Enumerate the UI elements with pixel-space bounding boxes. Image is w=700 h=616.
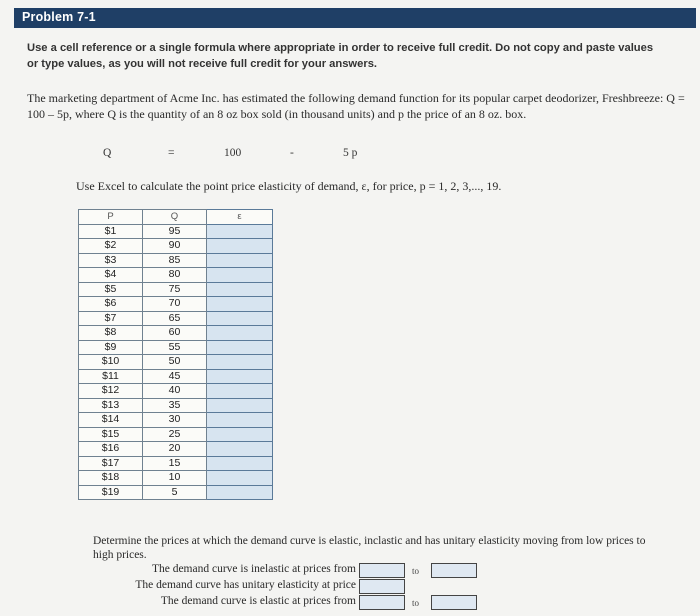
equation-term: 5 p [343,147,358,159]
elasticity-input-cell[interactable] [207,471,273,486]
inelastic-label: The demand curve is inelastic at prices from [151,563,356,575]
quantity-cell: 75 [143,282,207,297]
price-cell: $11 [79,369,143,384]
elastic-to-input[interactable] [431,595,477,610]
elasticity-input-cell[interactable] [207,427,273,442]
price-cell: $6 [79,297,143,312]
elasticity-input-cell[interactable] [207,224,273,239]
quantity-cell: 60 [143,326,207,341]
quantity-cell: 5 [143,485,207,500]
equation-minus: - [290,147,294,159]
table-row [79,471,273,486]
quantity-cell: 10 [143,471,207,486]
elasticity-input-cell[interactable] [207,282,273,297]
quantity-cell: 25 [143,427,207,442]
elasticity-input-cell[interactable] [207,369,273,384]
quantity-cell: 80 [143,268,207,283]
table-row [79,340,273,355]
elasticity-table [78,209,273,500]
elastic-to-label: to [412,598,420,608]
quantity-cell: 40 [143,384,207,399]
elasticity-input-cell[interactable] [207,413,273,428]
quantity-cell: 50 [143,355,207,370]
table-header-row [79,210,273,225]
elasticity-input-cell[interactable] [207,456,273,471]
elasticity-input-cell[interactable] [207,239,273,254]
price-cell: $12 [79,384,143,399]
elasticity-input-cell[interactable] [207,442,273,457]
problem-header [14,8,696,28]
price-cell: $16 [79,442,143,457]
elastic-label: The demand curve is elastic at prices from [160,595,356,607]
header-p: P [79,210,143,225]
price-cell: $13 [79,398,143,413]
quantity-cell: 35 [143,398,207,413]
price-cell: $9 [79,340,143,355]
table-row [79,253,273,268]
elasticity-input-cell[interactable] [207,311,273,326]
table-row [79,442,273,457]
table-row [79,239,273,254]
price-cell: $10 [79,355,143,370]
quantity-cell: 30 [143,413,207,428]
equation-q: Q [103,147,112,159]
table-row [79,369,273,384]
elasticity-input-cell[interactable] [207,326,273,341]
elasticity-input-cell[interactable] [207,253,273,268]
unitary-label: The demand curve has unitary elasticity at price [135,579,356,591]
quantity-cell: 55 [143,340,207,355]
table-row [79,413,273,428]
table-row [79,326,273,341]
quantity-cell: 90 [143,239,207,254]
task-text: Use Excel to calculate the point price elasticity of demand, ε, for price, p = 1, 2, 3,..., 19. [76,179,502,193]
equation-equals: = [168,147,175,159]
inelastic-to-label: to [412,566,420,576]
price-cell: $8 [79,326,143,341]
table-row [79,282,273,297]
price-cell: $18 [79,471,143,486]
table-row [79,224,273,239]
table-row [79,311,273,326]
unitary-price-input[interactable] [359,579,405,594]
quantity-cell: 70 [143,297,207,312]
instructions-text: Use a cell reference or a single formula where appropriate in order to receive full credit. Do not copy and paste values or type values, as you will not receive full credit for your answers. [27,42,654,70]
elasticity-input-cell[interactable] [207,384,273,399]
table-row [79,297,273,312]
price-cell: $4 [79,268,143,283]
price-cell: $1 [79,224,143,239]
inelastic-to-input[interactable] [431,563,477,578]
price-cell: $2 [79,239,143,254]
elasticity-input-cell[interactable] [207,297,273,312]
table-row [79,268,273,283]
table-row [79,398,273,413]
table-row [79,384,273,399]
table-row [79,456,273,471]
elasticity-input-cell[interactable] [207,268,273,283]
price-cell: $15 [79,427,143,442]
quantity-cell: 85 [143,253,207,268]
determine-text: Determine the prices at which the demand curve is elastic, inclastic and has unitary elasticity moving from low prices to high prices. [93,535,646,561]
elasticity-input-cell[interactable] [207,485,273,500]
elasticity-input-cell[interactable] [207,398,273,413]
elasticity-input-cell[interactable] [207,340,273,355]
price-cell: $14 [79,413,143,428]
inelastic-from-input[interactable] [359,563,405,578]
table-row [79,355,273,370]
table-row [79,427,273,442]
table-row [79,485,273,500]
quantity-cell: 45 [143,369,207,384]
elastic-from-input[interactable] [359,595,405,610]
quantity-cell: 95 [143,224,207,239]
problem-title: Problem 7-1 [22,10,96,24]
price-cell: $17 [79,456,143,471]
quantity-cell: 20 [143,442,207,457]
problem-description: The marketing department of Acme Inc. has estimated the following demand function for its popular carpet deodorizer, Freshbreeze: Q = 100 – 5p, where Q is the quantity of an 8 oz box sold (in thousand units) and p the price of an 8 oz. box. [27,91,685,121]
price-cell: $3 [79,253,143,268]
header-q: Q [143,210,207,225]
header-elasticity: ε [207,210,273,225]
price-cell: $7 [79,311,143,326]
equation-constant: 100 [224,147,242,159]
price-cell: $5 [79,282,143,297]
quantity-cell: 65 [143,311,207,326]
price-cell: $19 [79,485,143,500]
elasticity-input-cell[interactable] [207,355,273,370]
quantity-cell: 15 [143,456,207,471]
